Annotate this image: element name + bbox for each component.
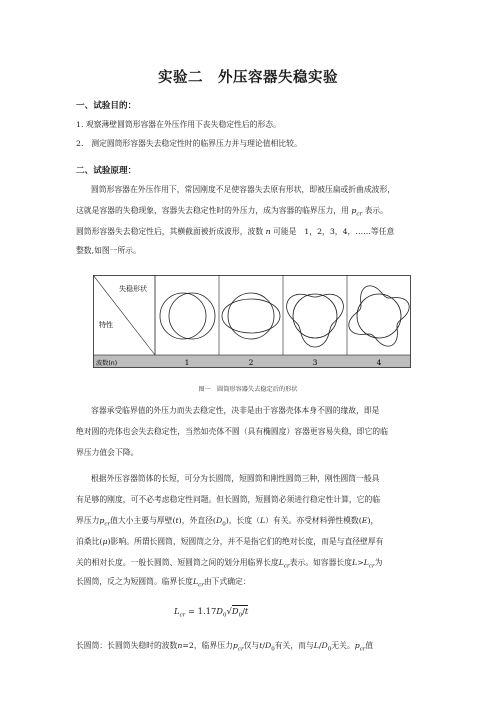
wave-number-3: 3 [312,358,318,367]
wave-number-2: 2 [248,358,254,367]
paragraph-line: 泊桑比(μ)影响。所谓长圆筒，短圆筒之分，并不是指它们的绝对长度，而是与直径壁厚有 [76,537,384,546]
section-heading-purpose: 一、试验目的： [76,101,137,111]
purpose-item-1: 1. 观察薄壁圆筒形容器在外压作用下丧失稳定性后的形态。 [76,120,281,129]
paragraph-line: 整数,如图一所示。 [76,246,141,255]
wave-number-4: 4 [376,358,382,367]
buckling-shapes-figure [93,275,411,368]
paragraph-line: 绝对圆的壳体也会失去稳定性，当然如壳体不圆（具有椭圆度）容器更容易失稳，即它的临 [76,427,388,436]
shape-n1 [160,293,215,339]
paragraph-line: 界压力值会下降。 [76,448,139,457]
paragraph-line: 容器承受临界值的外压力而失去稳定性，决非是由于容器壳体本身不圆的缘故，即是 [91,406,380,415]
paragraph-line: 圆筒形容器失去稳定性后，其横截面被折成波形，波数 n 可能是 1，2，3，4，……等任意 [76,227,395,236]
paragraph-line: 关的相对长度。一般长圆筒、短圆筒之间的划分用临界长度$L_{cr}$表示。如容器长度$L>L_{cr}$为 [76,558,383,570]
critical-length-formula: $L_{cr} = 1.17D_0√D_0/t$ [174,606,249,619]
paragraph-line: 根据外压容器筒体的长短，可分为长圆筒，短圆筒和刚性圆筒三种，刚性圆筒一般具 [91,474,380,483]
paragraph-line: 长圆筒：长圆筒失稳时的波数n=2，临界压力$p_{cr}$仅与$t/D_0$有关，而与$L/D_0$无关。$p_{cr}$值 [76,641,374,653]
page-title: 实验二 外压容器失稳实验 [158,70,338,86]
paragraph-line: 圆筒形容器在外压作用下，常因刚度不足使容器失去原有形状，即被压扁或折曲成波形， [91,185,396,194]
paragraph-line: 有足够的刚度，可不必考虑稳定性问题。但长圆筒，短圆筒必须进行稳定性计算，它的临 [76,495,381,504]
figure-row-label: 波数(n) [96,360,118,367]
purpose-item-2: 2. 测定圆筒形容器失去稳定性时的临界压力并与理论值相比较。 [76,139,302,148]
paragraph-line: 界压力$p_{cr}$值大小主要与厚壁(t)，外直径$(D_0)$，长度（L）有关。亦受材料弹性模数(E)， [76,516,379,528]
paragraph-line: 长圆筒，反之为短圆筒。临界长度$L_{cr}$由下式确定： [76,577,251,589]
shape-n4 [349,286,409,346]
shape-n3 [287,294,344,347]
shape-n2 [222,293,280,339]
paragraph-line: 这就是容器的失稳现象，容器失去稳定性时的外压力，成为容器的临界压力，用 $p_{cr}$ 表示。 [76,206,388,218]
figure-header-shape: 失稳形状 [119,285,147,293]
section-heading-principle: 二、试验原理： [76,166,137,176]
figure-caption: 图一 圆筒形容器失去稳定后的形状 [198,386,298,393]
wave-number-1: 1 [184,358,190,367]
figure-header-property: 特性 [99,321,113,329]
